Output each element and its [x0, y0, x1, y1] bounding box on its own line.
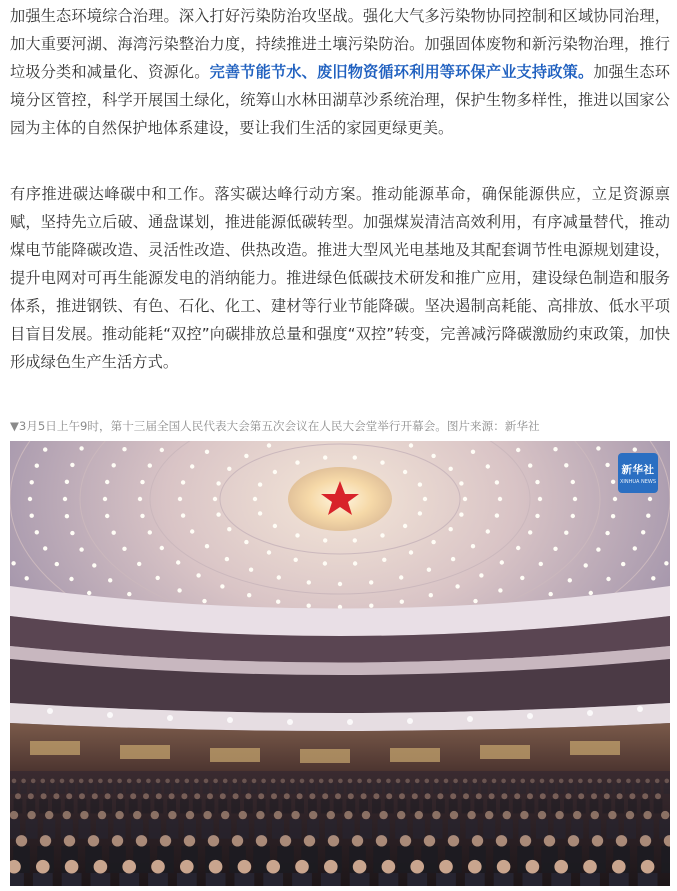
paragraph-ecology-text-before: 加强生态环境综合治理。深入打好污染防治攻坚战。强化大气多污染物协同控制和区域协同治理，加大重要河湖、海湾污染整治力度，持续推进土壤污染防治。加强固体废物和新污染物治理，推行垃圾分类和减量化、资源化。 [10, 7, 670, 81]
watermark-en: XINHUA NEWS [619, 479, 657, 485]
xinhua-watermark-logo [618, 453, 658, 493]
paragraph-carbon: 有序推进碳达峰碳中和工作。落实碳达峰行动方案。推动能源革命，确保能源供应，立足资源禀赋，坚持先立后破、通盘谋划，推进能源低碳转型。加强煤炭清洁高效利用，有序减量替代，推动煤电节能降碳改造、灵活性改造、供热改造。推进大型风光电基地及其配套调节性电源规划建设，提升电网对可再生能源发电的消纳能力。推进绿色低碳技术研发和推广应用，建设绿色制造和服务体系，推进钢铁、有色、石化、化工、建材等行业节能降碳。坚决遏制高耗能、高排放、低水平项目盲目发展。推动能耗“双控”向碳排放总量和强度“双控”转变，完善减污降碳激励约束政策，加快形成绿色生产生活方式。 [10, 185, 670, 371]
photo-caption: ▼3月5日上午9时，第十三届全国人民代表大会第五次会议在人民大会堂举行开幕会。图片来源：新华社 [10, 419, 540, 433]
watermark-cn: 新华社 [621, 464, 655, 476]
paragraph-ecology [10, 2, 670, 142]
highlighted-policy-sentence: 完善节能节水、废旧物资循环利用等环保产业支持政策。 [209, 63, 594, 81]
news-photo-great-hall [10, 441, 670, 886]
paragraph-ecology-text-after: 加强生态环境分区管控，科学开展国土绿化，统筹山水林田湖草沙系统治理，保护生物多样性，推进以国家公园为主体的自然保护地体系建设，要让我们生活的家园更绿更美。 [10, 63, 670, 137]
great-hall-illustration [10, 441, 670, 886]
